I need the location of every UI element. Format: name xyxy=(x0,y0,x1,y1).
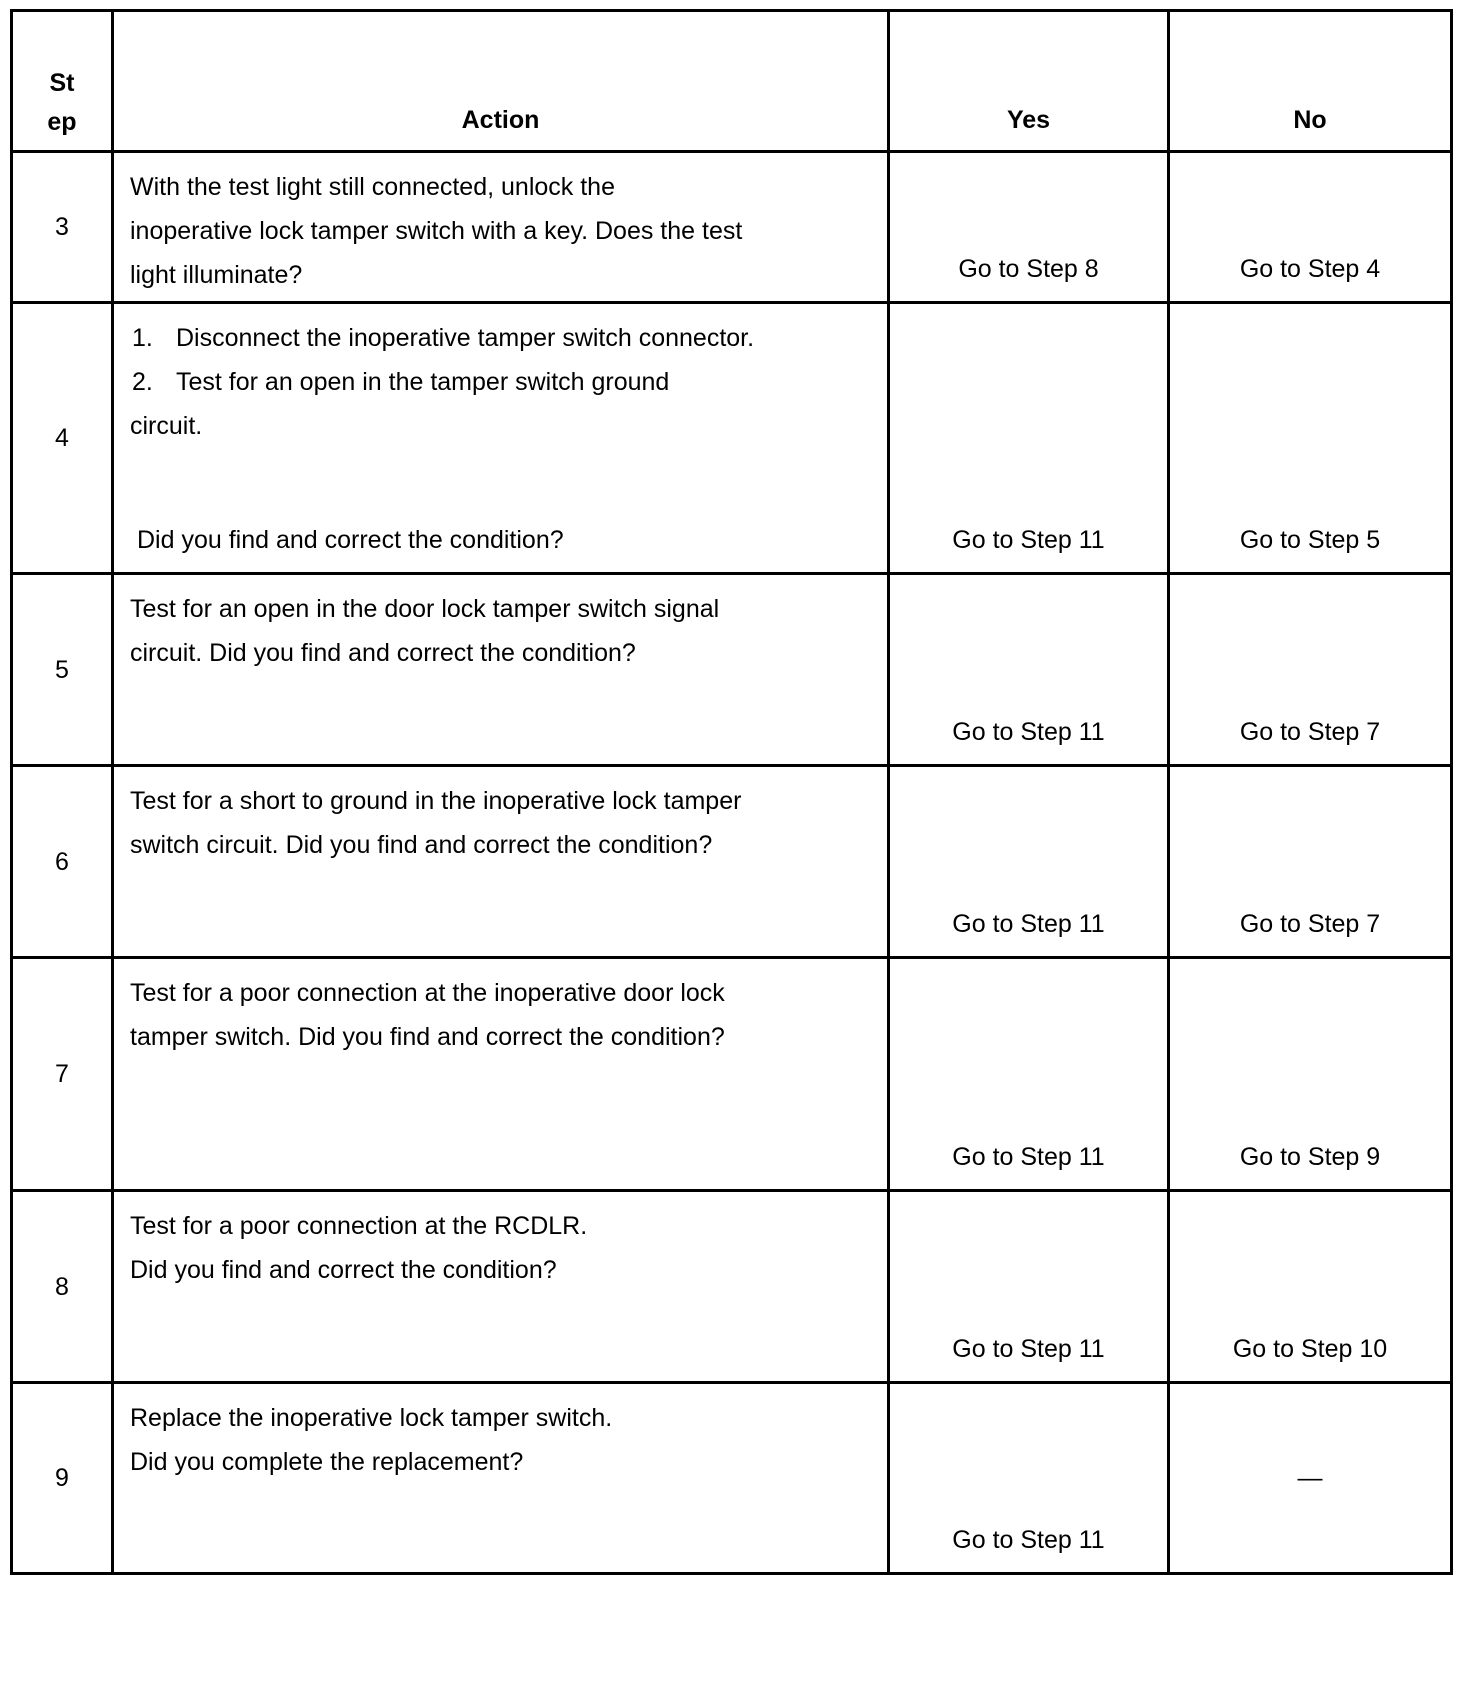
yes-result: Go to Step 11 xyxy=(952,1335,1105,1363)
action-line: Test for a short to ground in the inoperative lock tamper xyxy=(130,787,742,815)
yes-cell xyxy=(889,958,1169,1191)
no-result: Go to Step 7 xyxy=(1239,718,1381,746)
yes-cell xyxy=(889,1383,1169,1574)
table-row xyxy=(12,152,1452,303)
list-item: 2. Test for an open in the tamper switch ground xyxy=(132,368,670,396)
no-cell xyxy=(1169,574,1452,766)
header-action: Action xyxy=(113,11,889,152)
action-line: inoperative lock tamper switch with a key. Does the test xyxy=(130,217,743,245)
no-cell xyxy=(1169,1383,1452,1574)
list-item: 1. Disconnect the inoperative tamper switch connector. xyxy=(132,324,755,352)
yes-result: Go to Step 11 xyxy=(952,718,1105,746)
action-cell xyxy=(113,766,889,958)
header-no: No xyxy=(1169,11,1452,152)
no-result: Go to Step 10 xyxy=(1232,1335,1388,1363)
no-result: Go to Step 5 xyxy=(1239,526,1381,554)
no-cell xyxy=(1169,303,1452,574)
diagnostic-table xyxy=(10,9,1453,1575)
yes-result: Go to Step 11 xyxy=(952,526,1105,554)
no-cell xyxy=(1169,958,1452,1191)
no-result: Go to Step 7 xyxy=(1239,910,1381,938)
table-row xyxy=(12,766,1452,958)
header-row xyxy=(12,11,1452,152)
yes-result: Go to Step 11 xyxy=(952,910,1105,938)
action-line: switch circuit. Did you find and correct the condition? xyxy=(130,831,713,859)
action-cell xyxy=(113,958,889,1191)
action-line: With the test light still connected, unlock the xyxy=(130,173,615,201)
no-result: Go to Step 4 xyxy=(1239,255,1381,283)
action-line: Did you complete the replacement? xyxy=(130,1448,524,1476)
action-cell xyxy=(113,152,889,303)
step-number: 5 xyxy=(12,574,113,766)
table-row xyxy=(12,958,1452,1191)
header-step-line1: St xyxy=(49,69,75,97)
header-step xyxy=(12,11,113,152)
step-number: 3 xyxy=(12,152,113,303)
no-cell xyxy=(1169,1191,1452,1383)
step-number: 4 xyxy=(12,303,113,574)
yes-cell xyxy=(889,152,1169,303)
action-line: Test for a poor connection at the RCDLR. xyxy=(130,1212,588,1240)
header-yes: Yes xyxy=(889,11,1169,152)
action-cell xyxy=(113,574,889,766)
action-line: Did you find and correct the condition? xyxy=(130,1256,557,1284)
yes-result: Go to Step 11 xyxy=(952,1143,1105,1171)
yes-result: Go to Step 8 xyxy=(958,255,1099,283)
table-row xyxy=(12,574,1452,766)
action-question: Did you find and correct the condition? xyxy=(137,526,564,554)
no-result: Go to Step 9 xyxy=(1239,1143,1381,1171)
yes-cell xyxy=(889,303,1169,574)
table-row xyxy=(12,303,1452,574)
action-cell xyxy=(113,1383,889,1574)
no-result-dash: — xyxy=(1297,1464,1323,1492)
yes-cell xyxy=(889,766,1169,958)
action-line: Test for a poor connection at the inoperative door lock xyxy=(130,979,725,1007)
action-line: circuit. xyxy=(130,412,203,440)
action-line: Test for an open in the door lock tamper switch signal xyxy=(130,595,720,623)
step-number: 6 xyxy=(12,766,113,958)
action-line: light illuminate? xyxy=(130,261,303,289)
action-line: tamper switch. Did you find and correct the condition? xyxy=(130,1023,725,1051)
action-cell xyxy=(113,1191,889,1383)
yes-cell xyxy=(889,574,1169,766)
header-step-line2: ep xyxy=(47,108,77,136)
action-cell xyxy=(113,303,889,574)
action-line: circuit. Did you find and correct the condition? xyxy=(130,639,636,667)
step-number: 7 xyxy=(12,958,113,1191)
action-line: Replace the inoperative lock tamper switch. xyxy=(130,1404,613,1432)
table-row xyxy=(12,1383,1452,1574)
yes-cell xyxy=(889,1191,1169,1383)
table-row xyxy=(12,1191,1452,1383)
step-number: 9 xyxy=(12,1383,113,1574)
step-number: 8 xyxy=(12,1191,113,1383)
no-cell xyxy=(1169,766,1452,958)
no-cell xyxy=(1169,152,1452,303)
yes-result: Go to Step 11 xyxy=(952,1526,1105,1554)
